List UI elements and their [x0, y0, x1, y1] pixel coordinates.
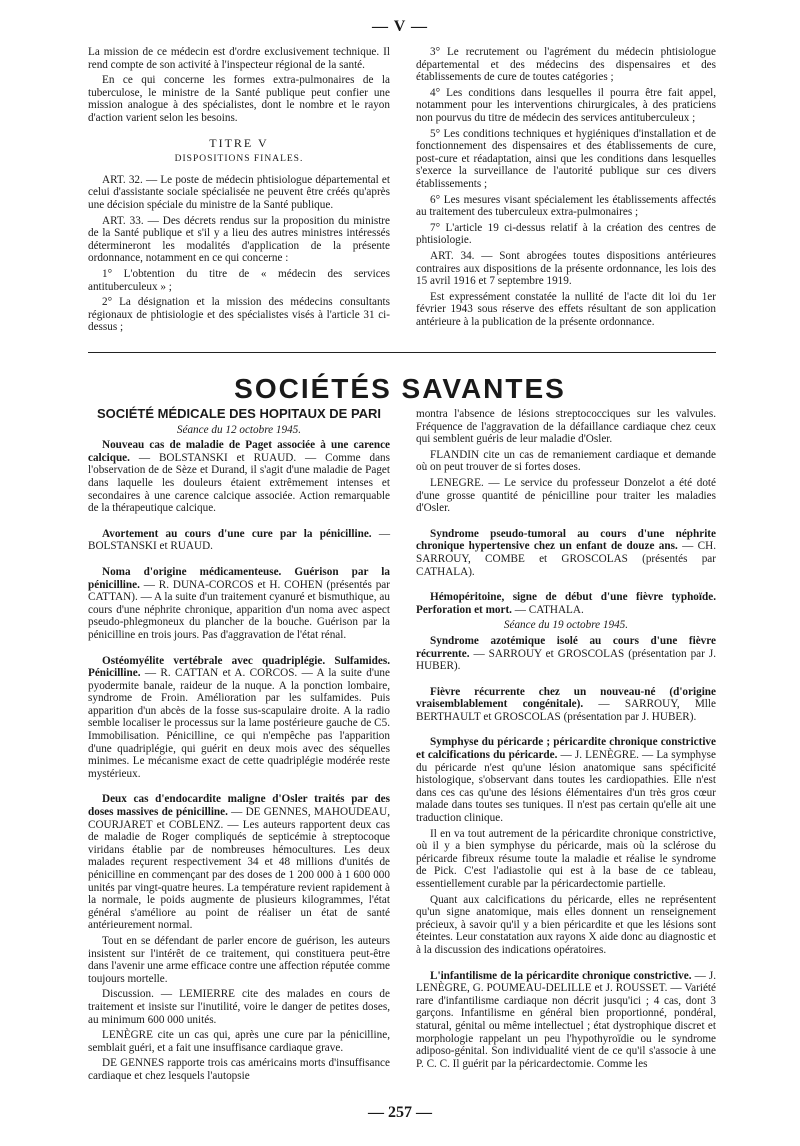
abstract-body: — SARROUY, Mlle BERTHAULT et GROSCOLAS (présentation par J. HUBER). — [416, 698, 716, 723]
abstract-body: — BOLSTANSKI et RUAUD. — Comme dans l'observation de de Sèze et Durand, il s'agit d'une maladie de Paget dans laquelle les douleurs étaient extrêmement intenses et secondaires à une carence calcique associée. Action remarquable de la thérapeutique calcique. — [88, 451, 390, 515]
paragraph: montra l'absence de lésions streptococciques sur les valvules. Fréquence de l'aggravation de la défaillance cardiaque chez ceux qui semblent guéris de leur maladie d'Osler. — [416, 408, 716, 446]
abstract — [416, 686, 716, 724]
abstract-body: — J. LENÈGRE. — La symphyse du péricarde n'est qu'une lésion anatomique sans spécificité histologique, s'observant dans toutes les cardiopathies. Elle n'est dans ces cas qu'une des lésions élémentaires d'un très gros cœur malade dans toutes ses tuniques. Il n'est pas certain qu'elle ait une traduction clinique. — [416, 749, 716, 825]
paragraph: Tout en se défendant de parler encore de guérison, les auteurs insistent sur l'intérêt de ce traitement, qui constituera peut-être dans l'avenir une arme efficace contre une affection réputée comme toujours mortelle. — [88, 934, 390, 985]
session-date: Séance du 12 octobre 1945. — [176, 423, 302, 436]
paragraph: FLANDIN cite un cas de remaniement cardiaque et demande où on peut trouver de si fortes doses. — [416, 448, 716, 474]
abstract-body: — J. LENÈGRE, G. POUMEAU-DELILLE et J. ROUSSET. — Variété rare d'infantilisme cardiaque non décrit jusqu'ici ; 4 cas, dont 3 garçons. Infantilisme en général bien proportionné, pondéral, statural, génital ou même intellectuel ; état dystrophique discret et morphologie rappelant un peu l'hypothyroïdie ou le syndrome adiposo-génital. Son individualité vient de ce qu'il s'associe à une P. C. C. Il guérit par la péricardectomie. Comme les — [416, 969, 716, 1070]
abstract-title: Noma d'origine médicamenteuse. Guérison par la pénicilline. — [88, 565, 390, 591]
top-right-column — [416, 46, 716, 331]
abstract-body: — CH. SARROUY, COMBE et GROSCOLAS (présentés par CATHALA). — [416, 540, 717, 578]
abstract — [88, 655, 390, 781]
page-header-roman: — V — — [372, 18, 428, 35]
article-paragraph: ART. 34. — Sont abrogées toutes dispositions antérieures contraires aux dispositions de la présente ordonnance, les lois des 15 avril 1916 et 7 septembre 1919. — [416, 249, 716, 288]
list-item: 6° Les mesures visant spécialement les établissements affectés au traitement des tuberculeux extra-pulmonaires ; — [416, 193, 716, 219]
abstract — [416, 970, 716, 1071]
article-paragraph: ART. 33. — Des décrets rendus sur la proposition du ministre de la Santé publique et s'il y a lieu des autres ministres intéressés détermineront les modalités d'application de la présente ordonnance, notamment en ce qui concerne : — [88, 214, 390, 265]
abstract — [416, 635, 716, 673]
abstract — [88, 439, 390, 515]
abstract-body: — R. CATTAN et A. CORCOS. — A la suite d'une pyodermite banale, raideur de la nuque. A la ponction lombaire, syndrome de Froin. Amélioration par les sulfamides. Puis apparition d'un abcès de la fosse sus-scapulaire droite. A la radio semble localiser le processus sur la lame postérieure gauche de C5. Immobilisation. Pénicilline, ce qui n'empêche pas l'apparition d'une quadriplégie, qui guérit en deux mois avec des séquelles minimes. Le mécanisme exact de cette quadriplégie modérée reste mystérieux. — [88, 667, 390, 780]
abstract — [416, 528, 716, 578]
paragraph: Il en va tout autrement de la péricardite chronique constrictive, où il y a bien symphyse du péricarde, mais où la sclérose du péricarde fibreux résume toute la maladie et réalise le syndrome de Pick. C'est l'adiastolie qui est à la base de ce tableau, essentiellement curable par la péricardectomie partielle. — [416, 827, 716, 890]
page-number: — 257 — — [368, 1104, 432, 1121]
top-left-column — [88, 46, 390, 337]
abstract — [416, 736, 716, 824]
paragraph: LENEGRE. — Le service du professeur Donzelot a été doté d'une grosse quantité de pénicilline pour traiter les maladies d'Osler. — [416, 476, 716, 515]
list-item: 7° L'article 19 ci-dessus relatif à la création des centres de phtisiologie. — [416, 221, 716, 247]
list-item: 1° L'obtention du titre de « médecin des services antituberculeux » ; — [88, 267, 390, 293]
abstract-body: — SARROUY et GROSCOLAS (présentation par J. HUBER). — [416, 647, 716, 673]
bottom-right-column — [416, 408, 716, 1073]
paragraph: LENÈGRE cite un cas qui, après une cure par la pénicilline, semblait guéri, et a fait une insuffisance cardiaque grave. — [88, 1029, 390, 1054]
section-subheading: DISPOSITIONS FINALES. — [174, 154, 304, 165]
list-item: 3° Le recrutement ou l'agrément du médecin phtisiologue départemental et des médecins des dispensaires et des établissements de cure de toutes catégories ; — [416, 46, 716, 84]
list-item: 4° Les conditions dans lesquelles il pourra être fait appel, notamment pour les interventions chirurgicales, à des praticiens non pourvus du titre de médecin des services antituberculeux ; — [416, 86, 716, 124]
abstract-title: Syndrome azotémique isolé au cours d'une fièvre récurrente. — [416, 634, 716, 660]
bottom-left-column — [88, 408, 390, 1086]
horizontal-rule — [88, 352, 716, 353]
paragraph: Quant aux calcifications du péricarde, elles ne représentent qu'un signe anatomique, mais elles donnent un renseignement précieux, à savoir qu'il y a bien péricardite et que les lésions sont éteintes. Leur constatation aux rayons X aide donc au diagnostic et à la discussion des indications opératoires. — [416, 893, 716, 956]
session-date: Séance du 19 octobre 1945. — [503, 619, 629, 632]
abstract-body: — DE GENNES, MAHOUDEAU, COURJARET et COBLENZ. — Les auteurs rapportent deux cas de maladie de Roger compliqués de septicémie à streptocoque viridans établie par de nombreuses hémocultures. Les deux malades reçurent respectivement 34 et 48 millions d'unités de pénicilline en commençant par des doses de 1 200 000 à 1 600 000 unités par vingt-quatre heures. La température revient rapidement à la normale, le poids augmente de plusieurs kilogrammes, l'état général s'améliore au point de réaliser un état de santé antérieurement normal. — [88, 806, 390, 932]
abstract-title: Hémopéritoine, signe de début d'une fièvre typhoïde. Perforation et mort. — [416, 591, 716, 616]
abstract-body: — R. DUNA-CORCOS et H. COHEN (présentés par CATTAN). — A la suite d'un traitement cyanuré et bismuthique, au cours d'une néphrite chronique, apparition d'un noma avec aspect pseudo-phlegmoneux du plancher de la bouche. Guérison par la pénicilline en trois jours. Pas d'aggravation de l'état rénal. — [88, 578, 390, 641]
society-heading: SOCIÉTÉ MÉDICALE DES HOPITAUX DE PARI — [96, 406, 382, 421]
list-item: 5° Les conditions techniques et hygiéniques d'installation et de fonctionnement des dispensaires et des établissements de cure, post-cure et réadaptation, ainsi que les conditions dans lesquelles s'exerce la surveillance de l'autorité publique sur ces divers établissements ; — [416, 127, 716, 190]
abstract-title: Ostéomyélite vertébrale avec quadriplégie. Sulfamides. Pénicilline. — [88, 654, 390, 680]
section-title: SOCIÉTÉS SAVANTES — [234, 373, 566, 404]
abstract — [88, 566, 390, 642]
article-paragraph: ART. 32. — Le poste de médecin phtisiologue départemental et celui d'assistante sociale spécialisée ne peuvent être créés qu'après une décision spéciale du ministre de la Santé publique. — [88, 173, 390, 211]
list-item: 2° La désignation et la mission des médecins consultants régionaux de phtisiologie et des spécialistes visés à l'article 31 ci-dessus ; — [88, 296, 390, 334]
abstract-body: — BOLSTANSKI et RUAUD. — [88, 527, 391, 553]
abstract-title: Avortement au cours d'une cure par la pénicilline. — [102, 527, 372, 540]
section-heading: TITRE V — [209, 135, 269, 150]
abstract — [88, 528, 390, 553]
abstract-title: Syndrome pseudo-tumoral au cours d'une néphrite chronique hypertensive chez un enfant de douze ans. — [416, 527, 716, 553]
abstract-title: Deux cas d'endocardite maligne d'Osler traités par des doses massives de pénicilline. — [88, 793, 390, 819]
abstract-title: Fièvre récurrente chez un nouveau-né (d'origine vraisemblablement congénitale). — [416, 685, 716, 711]
paragraph: Est expressément constatée la nullité de l'acte dit loi du 1er février 1943 sous réserve des effets résultant de son application antérieure à la publication de la présente ordonnance. — [416, 290, 716, 328]
abstract-title: L'infantilisme de la péricardite chronique constrictive. — [430, 969, 692, 982]
paragraph: La mission de ce médecin est d'ordre exclusivement technique. Il rend compte de son activité à l'inspecteur régional de la santé. — [88, 46, 390, 71]
abstract-title: Symphyse du péricarde ; péricardite chronique constrictive et calcifications du péricarde. — [416, 736, 716, 762]
abstract — [88, 793, 390, 932]
paragraph: DE GENNES rapporte trois cas américains morts d'insuffisance cardiaque et chez lesquels l'autopsie — [88, 1057, 390, 1082]
paragraph: Discussion. — LEMIERRE cite des malades en cours de traitement et insiste sur l'inutilité, voire le danger de petites doses, au minimum 600 000 unités. — [88, 988, 390, 1026]
paragraph: En ce qui concerne les formes extra-pulmonaires de la tuberculose, le ministre de la Santé publique peut confier une mission analogue à des spécialistes, dont le nombre et le rayon d'action varient selon les besoins. — [88, 74, 390, 124]
abstract-body: — CATHALA. — [511, 603, 584, 616]
abstract — [416, 591, 716, 616]
abstract-title: Nouveau cas de maladie de Paget associée à une carence calcique. — [88, 439, 390, 464]
